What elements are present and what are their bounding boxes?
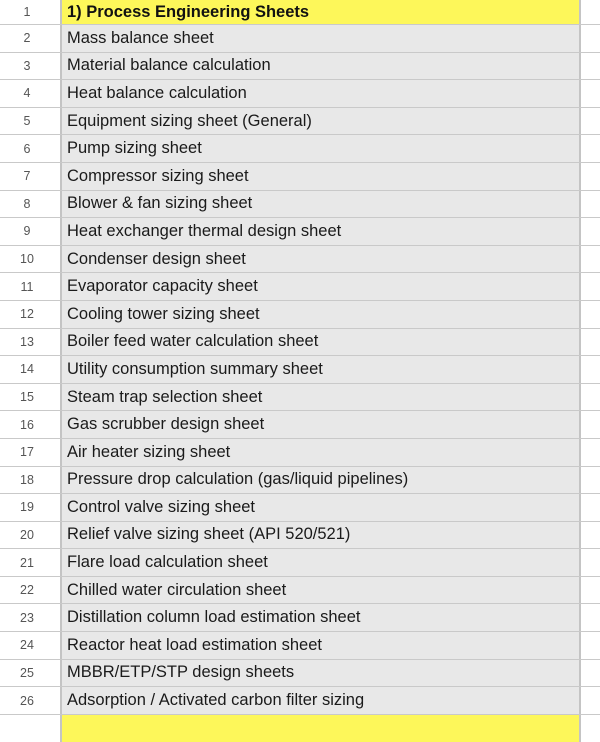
row-number[interactable]: 15 [0,384,62,411]
sheet-name-cell[interactable]: Blower & fan sizing sheet [62,191,581,218]
sheet-name-cell[interactable]: Flare load calculation sheet [62,549,581,576]
row-number[interactable]: 4 [0,80,62,107]
row-number[interactable]: 18 [0,467,62,494]
empty-cell[interactable] [581,80,600,107]
next-section-header-cell[interactable] [62,715,581,742]
sheet-name-cell[interactable]: Cooling tower sizing sheet [62,301,581,328]
sheet-name-cell[interactable]: Control valve sizing sheet [62,494,581,521]
row-number[interactable]: 13 [0,329,62,356]
row-number[interactable]: 24 [0,632,62,659]
table-row [0,163,600,191]
empty-cell[interactable] [581,384,600,411]
sheet-name-cell[interactable]: Heat exchanger thermal design sheet [62,218,581,245]
table-row [0,439,600,467]
table-row [0,135,600,163]
empty-cell[interactable] [581,715,600,742]
table-row [0,25,600,53]
sheet-name-cell[interactable]: Boiler feed water calculation sheet [62,329,581,356]
sheet-name-cell[interactable]: Reactor heat load estimation sheet [62,632,581,659]
table-row [0,549,600,577]
sheet-name-cell[interactable]: Compressor sizing sheet [62,163,581,190]
sheet-name-cell[interactable]: Distillation column load estimation sheet [62,604,581,631]
empty-cell[interactable] [581,246,600,273]
sheet-name-cell[interactable]: Utility consumption summary sheet [62,356,581,383]
empty-cell[interactable] [581,577,600,604]
table-row [0,191,600,219]
row-number[interactable]: 26 [0,687,62,714]
sheet-name-cell[interactable]: Equipment sizing sheet (General) [62,108,581,135]
empty-cell[interactable] [581,135,600,162]
sheet-name-cell[interactable]: Pump sizing sheet [62,135,581,162]
table-row [0,604,600,632]
sheet-name-cell[interactable]: MBBR/ETP/STP design sheets [62,660,581,687]
empty-cell[interactable] [581,632,600,659]
empty-cell[interactable] [581,549,600,576]
row-number[interactable]: 25 [0,660,62,687]
row-number[interactable]: 9 [0,218,62,245]
empty-cell[interactable] [581,163,600,190]
empty-cell[interactable] [581,301,600,328]
table-row [0,660,600,688]
empty-cell[interactable] [581,494,600,521]
row-number[interactable]: 19 [0,494,62,521]
empty-cell[interactable] [581,439,600,466]
row-number[interactable] [0,715,62,742]
empty-cell[interactable] [581,25,600,52]
row-number[interactable]: 14 [0,356,62,383]
sheet-name-cell[interactable]: Pressure drop calculation (gas/liquid pipelines) [62,467,581,494]
table-row [0,356,600,384]
table-row [0,108,600,136]
empty-cell[interactable] [581,687,600,714]
row-number[interactable]: 17 [0,439,62,466]
row-number[interactable]: 22 [0,577,62,604]
row-number[interactable]: 1 [0,0,62,24]
sheet-name-cell[interactable]: Gas scrubber design sheet [62,411,581,438]
sheet-name-cell[interactable]: Heat balance calculation [62,80,581,107]
table-row [0,467,600,495]
empty-cell[interactable] [581,108,600,135]
sheet-name-cell[interactable]: Mass balance sheet [62,25,581,52]
table-row [0,522,600,550]
table-row [0,329,600,357]
table-row [0,218,600,246]
row-number[interactable]: 16 [0,411,62,438]
row-number[interactable]: 6 [0,135,62,162]
table-row [0,632,600,660]
sheet-name-cell[interactable]: Material balance calculation [62,53,581,80]
table-row [0,687,600,715]
section-header-cell[interactable]: 1) Process Engineering Sheets [62,0,581,24]
row-number[interactable]: 11 [0,273,62,300]
empty-cell[interactable] [581,329,600,356]
row-number[interactable]: 21 [0,549,62,576]
empty-cell[interactable] [581,356,600,383]
row-number[interactable]: 8 [0,191,62,218]
table-row [0,577,600,605]
sheet-name-cell[interactable]: Evaporator capacity sheet [62,273,581,300]
row-number[interactable]: 12 [0,301,62,328]
empty-cell[interactable] [581,191,600,218]
empty-cell[interactable] [581,411,600,438]
sheet-name-cell[interactable]: Relief valve sizing sheet (API 520/521) [62,522,581,549]
header-row [0,0,600,25]
row-number[interactable]: 2 [0,25,62,52]
row-number[interactable]: 20 [0,522,62,549]
table-row [0,411,600,439]
partial-row [0,715,600,742]
empty-cell[interactable] [581,522,600,549]
sheet-name-cell[interactable]: Condenser design sheet [62,246,581,273]
empty-cell[interactable] [581,660,600,687]
row-number[interactable]: 7 [0,163,62,190]
sheet-name-cell[interactable]: Adsorption / Activated carbon filter sizing [62,687,581,714]
sheet-name-cell[interactable]: Steam trap selection sheet [62,384,581,411]
empty-cell[interactable] [581,218,600,245]
row-number[interactable]: 5 [0,108,62,135]
empty-cell[interactable] [581,604,600,631]
table-row [0,301,600,329]
table-row [0,273,600,301]
sheet-name-cell[interactable]: Air heater sizing sheet [62,439,581,466]
empty-cell[interactable] [581,0,600,24]
row-number[interactable]: 10 [0,246,62,273]
table-row [0,246,600,274]
row-number[interactable]: 3 [0,53,62,80]
table-row [0,80,600,108]
empty-cell[interactable] [581,53,600,80]
row-number[interactable]: 23 [0,604,62,631]
sheet-name-cell[interactable]: Chilled water circulation sheet [62,577,581,604]
table-row [0,494,600,522]
table-row [0,53,600,81]
empty-cell[interactable] [581,273,600,300]
empty-cell[interactable] [581,467,600,494]
table-row [0,384,600,412]
